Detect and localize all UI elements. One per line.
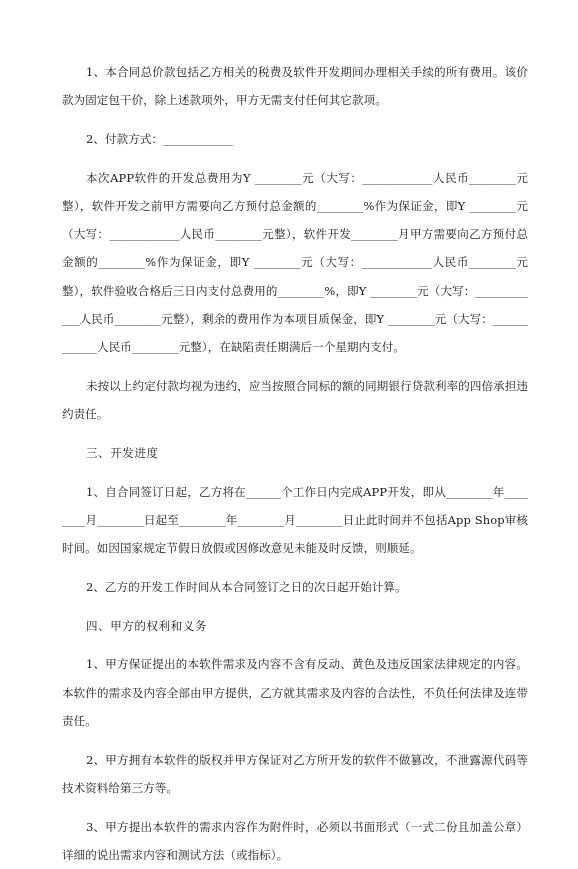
paragraph-payment-method: 2、付款方式：____________ [86, 132, 234, 146]
paragraph-work-start: 2、乙方的开发工作时间从本合同签订之日的次日起开始计算。 [86, 579, 407, 594]
paragraph-content-guarantee: 1、甲方保证提出的本软件需求及内容不含有反动、黄色及违反国家法律规定的内容。本软件的需求及内容全部由甲方提供，乙方就其需求及内容的合法性，不负任何法律及连带责任。 [62, 657, 528, 728]
paragraph-breach-clause: 未按以上约定付款均视为违约，应当按照合同标的额的同期银行贷款利率的四倍承担违约责任。 [62, 378, 528, 422]
paragraph-requirements-attachment: 3、甲方提出本软件的需求内容作为附件时，必须以书面形式（一式二份且加盖公章）详细的说出需求内容和测试方法（或指标）。 [62, 819, 528, 862]
paragraph-total-price: 1、本合同总价款包括乙方相关的税费及软件开发期间办理相关手续的所有费用。该价款为固定包干价，除上述款项外，甲方无需支付任何其它款项。 [62, 65, 528, 108]
paragraph-copyright: 2、甲方拥有本软件的版权并甲方保证对乙方所开发的软件不做篡改，不泄露源代码等技术资料给第三方等。 [62, 752, 528, 795]
paragraph-payment-schedule: 本次APP软件的开发总费用为Y ________元（大写：____________人民币________元整），软件开发之前甲方需要向乙方预付总金额的________%作为保证金，即Y ________元（大写：____________人民币________元整），软件开发________月甲方需要向乙方预付总金额的________%作为保证金，即Y ________元（大写：____________人民币________元整），软件验收合格后三日内支付总费用的________%，即Y ________元（大写：____________人民币________元整），剩余的费用作为本项目质保金，即Y ________元（大写：____________人民币________元整），在缺陷责任期满后一个星期内支付。 [62, 170, 528, 355]
section-heading-development-progress: 三、开发进度 [86, 445, 159, 460]
section-heading-party-a-rights: 四、甲方的权利和义务 [86, 618, 207, 633]
paragraph-development-period: 1、自合同签订日起，乙方将在______个工作日内完成APP开发，即从________年________月________日起至________年________月________日止此时间并不包括App Shop审核时间。如因国家规定节假日放假或因修改意见未能及时反馈，则顺延。 [62, 484, 528, 556]
